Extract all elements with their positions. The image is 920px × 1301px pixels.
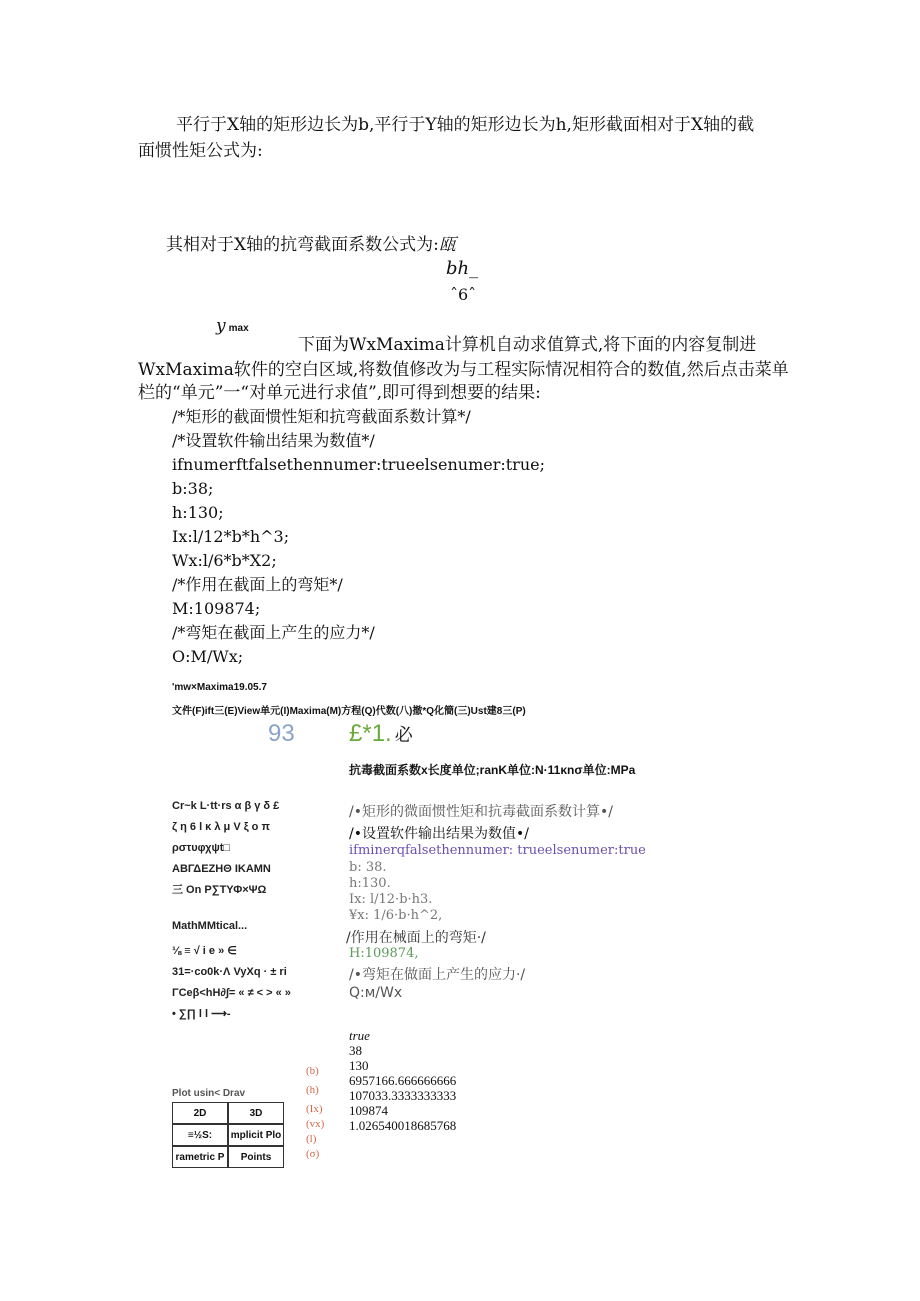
plot-implicit-button[interactable]: mplicit Plo <box>228 1124 284 1146</box>
output-label: (vx) <box>306 1118 325 1130</box>
output-value: 38 <box>349 1043 362 1058</box>
ymax-y: y <box>216 316 226 336</box>
input-line-m[interactable]: H:109874, <box>349 946 419 961</box>
formula-denominator: ˆ6ˆ <box>450 285 477 304</box>
intro-line-2: 面惯性矩公式为: <box>138 141 263 161</box>
palette-row[interactable]: 三 On P∑ΤΥΦ×ΨΩ <box>172 884 267 896</box>
toolbar-number: 93 <box>268 720 295 747</box>
input-comment-3[interactable]: /作用在械面上的弯矩·/ <box>346 930 486 946</box>
math-palette[interactable] <box>172 916 291 1025</box>
output-value: 109874 <box>349 1103 388 1118</box>
plot-3d-button[interactable]: 3D <box>228 1102 284 1124</box>
input-line-b[interactable]: b: 38. <box>349 860 387 875</box>
palette-row[interactable]: MathMMtical... <box>172 920 248 932</box>
output-value: 130 <box>349 1058 369 1073</box>
code-line: Wx:l/6*b*X2; <box>172 551 277 570</box>
input-line-sigma[interactable]: Q:м/Wx <box>349 985 403 1001</box>
code-line: Ix:l/12*b*h^3; <box>172 527 290 546</box>
input-comment-1[interactable]: /•矩形的微面惯性矩和抗毒截面系数计算•/ <box>349 804 613 820</box>
palette-row[interactable]: ΓCeβ<hH∂∫= « ≠ < > « » <box>172 987 291 999</box>
toolbar-expression <box>349 720 413 748</box>
menu-bar[interactable]: 文件(F)ift三(E)View单元(I)Maxima(M)方程(Q)代数(八)撤*Q化簡(三)Ust建8三(P) <box>172 706 526 717</box>
code-line: /*弯矩在截面上产生的应力*/ <box>172 623 375 642</box>
formula-numerator: bh_ <box>446 258 479 279</box>
input-numer-line[interactable]: ifminerqfalsethennumer: trueelsenumer:true <box>349 843 646 858</box>
output-value: 1.026540018685768 <box>349 1118 457 1133</box>
code-line: /*矩形的截面惯性矩和抗弯截面系数计算*/ <box>172 407 471 426</box>
greek-palette[interactable] <box>172 796 279 901</box>
output-label: (σ) <box>306 1148 320 1160</box>
palette-row[interactable]: • ∑∏ l l ⟶- <box>172 1008 231 1020</box>
bending-text: 其相对于X轴的抗弯截面系数公式为: <box>166 235 439 255</box>
code-listing <box>172 405 545 669</box>
palette-row[interactable]: ρστυφχψt□ <box>172 842 231 854</box>
ymax-sub: max <box>228 323 249 334</box>
input-line-h[interactable]: h:130. <box>349 876 391 891</box>
bending-formula-text <box>166 232 456 258</box>
bending-glyph: 瓯 <box>438 235 456 255</box>
output-value: true <box>349 1028 370 1043</box>
instructions-line-1: 下面为WxMaxima计算机自动求值算式,将下面的内容复制进 <box>298 335 757 355</box>
instructions-line-2: WxMaxima软件的空白区域,将数值修改为与工程实际情况相符合的数值,然后点击菜单 <box>138 360 789 380</box>
output-values <box>349 1028 456 1133</box>
plot-contour-button[interactable]: ≡½S: <box>172 1124 228 1146</box>
output-labels <box>306 1064 324 1162</box>
palette-row[interactable]: 31=·co0k·Λ VyXq · ± ri <box>172 966 287 978</box>
code-line: O:M/Wx; <box>172 647 244 666</box>
instructions-line-3: 栏的“单元”一“对单元进行求值”,即可得到想要的结果: <box>138 383 541 403</box>
plot-2d-button[interactable]: 2D <box>172 1102 228 1124</box>
plot-points-button[interactable]: Points <box>228 1146 284 1168</box>
window-title: 'mw×Maxima19.05.7 <box>172 682 267 693</box>
output-label: (b) <box>306 1065 319 1077</box>
code-line: /*作用在截面上的弯矩*/ <box>172 575 343 594</box>
code-line: ifnumerftfalsethennumer:trueelsenumer:true; <box>172 455 545 474</box>
palette-row[interactable]: Cr~k L·tt·rs α β γ δ £ <box>172 800 280 812</box>
intro-line-1: 平行于X轴的矩形边长为b,平行于Y轴的矩形边长为h,矩形截面相对于X轴的截 <box>176 115 755 135</box>
code-line: h:130; <box>172 503 224 522</box>
input-comment-2[interactable]: /•设置软件输出结果为数值•/ <box>349 826 529 842</box>
plot-panel <box>172 1102 285 1168</box>
output-label: (l) <box>306 1133 317 1145</box>
palette-row[interactable]: ⅛ ≡ √ i e » ∈ <box>172 945 237 957</box>
plot-parametric-button[interactable]: rametric P <box>172 1146 228 1168</box>
input-line-wx[interactable]: ¥x: 1/6·b·h^2, <box>349 908 443 923</box>
output-value: 107033.3333333333 <box>349 1088 457 1103</box>
plot-panel-title: Plot usin< Drav <box>172 1088 246 1099</box>
toolbar-expression-char: 必 <box>394 725 413 745</box>
output-value: 6957166.666666666 <box>349 1073 457 1088</box>
toolbar-expression-text: £*1. <box>349 720 392 747</box>
palette-row[interactable]: ΑΒΓΔΕΖΗΘ ΙΚΑΜΝ <box>172 863 271 875</box>
units-header: 抗毒截面系数x长度单位;ranK单位:N·11κnσ单位:MPa <box>349 763 636 777</box>
code-line: M:109874; <box>172 599 261 618</box>
code-line: b:38; <box>172 479 214 498</box>
output-label: (h) <box>306 1084 319 1096</box>
code-line: /*设置软件输出结果为数值*/ <box>172 431 375 450</box>
input-comment-4[interactable]: /•弯矩在做面上产生的应力·/ <box>349 967 526 983</box>
palette-row[interactable]: ζ η 6 l κ λ μ V ξ ο π <box>172 821 270 833</box>
ymax-label <box>216 316 249 336</box>
output-label: (Ix) <box>306 1103 323 1115</box>
input-line-ix[interactable]: Ix: l/12·b·h3. <box>349 892 433 907</box>
